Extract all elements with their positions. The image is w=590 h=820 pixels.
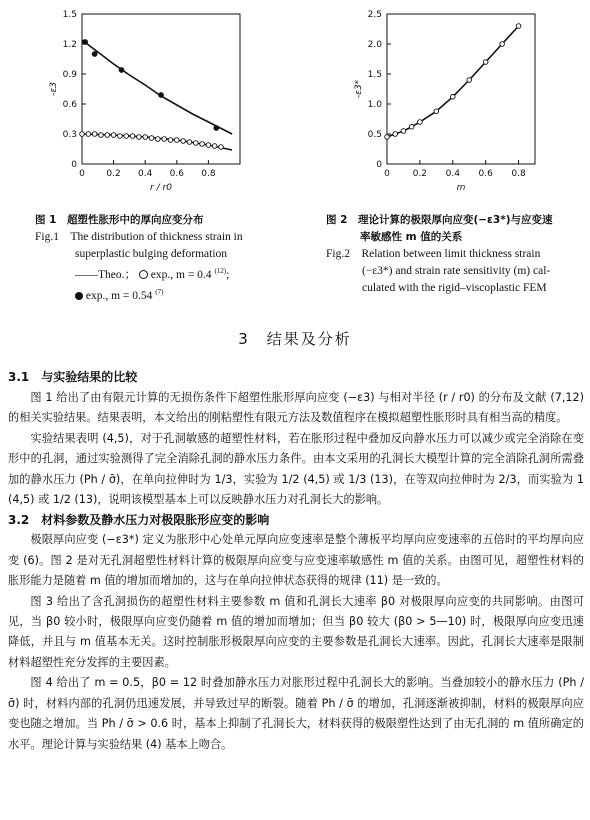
figure-2-caption-cn-1: 图 2 理论计算的极限厚向应变(−ε3*)与应变速 <box>326 214 553 226</box>
figure-1-caption-en-4 <box>35 284 305 305</box>
filled-circle-icon <box>75 292 83 300</box>
paragraph-3-1-1: 图 1 给出了由有限元计算的无损伤条件下超塑性胀形厚向应变 (−ε3) 与相对半径 (r / r0) 的分布及文献 (7,12) 的相关实验结果。结果表明，本文给出的刚粘塑性有限元方法及数值程序在模拟超塑性胀形时具有相当高的精度。 <box>8 391 584 425</box>
fig2-x-tick-label: 0.8 <box>511 169 526 179</box>
fig1-open-point <box>219 145 224 150</box>
figure-1-caption-en-2: superplastic bulging deformation <box>75 248 228 260</box>
figure-2-caption-cn-2: 率敏感性 m 值的关系 <box>360 231 463 243</box>
fig1-open-point <box>168 138 173 143</box>
figure-2-caption-en-2: (−ε3*) and strain rate sensitivity (m) cal- <box>362 265 551 277</box>
section-title: 3 结果及分析 <box>238 330 352 348</box>
fig1-open-point <box>149 136 154 141</box>
fig1-open-point <box>206 143 211 148</box>
fig2-open-point <box>516 24 521 29</box>
fig1-filled-point <box>214 126 219 131</box>
legend-exp-054: exp., m = 0.54 <box>85 289 153 302</box>
fig1-filled-point <box>92 52 97 57</box>
legend-exp-04-ref: (12) <box>214 267 227 275</box>
fig2-x-axis-label: m <box>456 183 466 193</box>
fig1-open-point <box>130 134 135 139</box>
fig1-open-point <box>86 132 91 137</box>
fig2-open-point <box>450 95 455 100</box>
fig1-y-tick-label: 0 <box>71 160 77 170</box>
fig1-x-tick-label: 0.4 <box>138 169 153 179</box>
fig1-x-tick-label: 0 <box>79 169 85 179</box>
fig1-filled-point <box>159 93 164 98</box>
fig1-filled-point <box>83 40 88 45</box>
fig2-x-tick-label: 0 <box>384 169 390 179</box>
fig1-y-tick-label: 0.9 <box>62 70 77 80</box>
fig2-open-point <box>467 78 472 83</box>
fig1-open-point <box>181 139 186 144</box>
fig2-y-tick-label: 1.0 <box>367 100 382 110</box>
fig1-x-tick-label: 0.2 <box>106 169 121 179</box>
fig1-open-point <box>92 132 97 137</box>
fig1-open-point <box>124 134 129 139</box>
fig1-open-point <box>212 144 217 149</box>
fig1-open-point <box>200 142 205 147</box>
fig1-y-tick-label: 0.6 <box>62 100 77 110</box>
paragraph-3-2-3: 图 4 给出了 m = 0.5，β0 = 12 时叠加静水压力对胀形过程中孔洞长大的影响。当叠加较小的静水压力 (Ph / σ̄) 时，材料内部的孔洞仍迅速发展，并导致过早的断裂。随着 Ph / σ̄ 的增加，孔洞逐渐被抑制，材料的极限厚向应变也随之增加。当 Ph / σ̄ > 0.6 时，基本上抑制了孔洞长大，材料获得的极限塑性达到了由无孔洞的 m 值所确定的水平。理论计算与实验结果 (4) 基本上吻合。 <box>8 676 584 751</box>
fig2-y-tick-label: 2.0 <box>367 40 382 50</box>
fig1-open-point <box>193 141 198 146</box>
figure-2-caption-en-1: Fig.2 Relation between limit thickness strain <box>326 248 541 260</box>
fig1-theory-curve <box>82 40 232 134</box>
fig2-open-point <box>434 109 439 114</box>
figure-2-caption <box>326 212 580 297</box>
fig2-y-tick-label: 0 <box>376 160 382 170</box>
fig1-y-axis-label: -ε3 <box>49 82 59 96</box>
fig1-y-tick-label: 1.5 <box>62 10 77 20</box>
figure-1-chart <box>40 0 250 200</box>
figure-1-caption-en-3: ——Theo.； exp., m = 0.4 $^{(12)}$; <box>75 267 230 281</box>
subsection-3-2-title: 3.2 材料参数及静水压力对极限胀形应变的影响 <box>8 513 270 528</box>
fig1-open-point <box>111 133 116 138</box>
figure-2-chart <box>345 0 545 200</box>
legend-theo: ——Theo.； <box>75 268 137 281</box>
fig1-y-tick-label: 0.3 <box>62 130 77 140</box>
fig1-open-point <box>99 133 104 138</box>
fig2-open-point <box>483 60 488 65</box>
fig2-open-point <box>401 129 406 134</box>
figure-1-caption <box>35 212 305 305</box>
figure-1-caption-en-1: Fig.1 The distribution of thickness strain in <box>35 231 243 243</box>
fig2-x-tick-label: 0.4 <box>445 169 460 179</box>
paragraph-3-2-1: 极限厚向应变 (−ε3*) 定义为胀形中心处单元厚向应变速率是整个薄板平均厚向应变速率的五倍时的平均厚向应变 (6)。图 2 是对无孔洞超塑性材料计算的极限厚向应变与应变速率敏感性 m 值的关系。由图可见，超塑性材料的胀形能力是随着 m 值的增加而增加的，这与在单向拉伸状态获得的规律 (11) 是一致的。 <box>8 533 584 588</box>
fig2-open-point <box>393 132 398 137</box>
fig1-x-axis-label: r / r0 <box>150 183 172 193</box>
subsection-3-1-title: 3.1 与实验结果的比较 <box>8 370 138 384</box>
fig2-y-axis-label: -ε3* <box>354 79 364 99</box>
fig1-open-point <box>105 133 110 138</box>
fig1-open-point <box>162 137 167 142</box>
fig1-open-point <box>156 137 161 142</box>
fig2-y-tick-label: 0.5 <box>367 130 382 140</box>
fig1-open-point <box>175 138 180 143</box>
body-text <box>8 368 584 755</box>
fig2-open-point <box>418 120 423 125</box>
fig2-open-point <box>409 125 414 130</box>
fig1-open-point <box>187 140 192 145</box>
fig1-plot-frame <box>82 14 240 164</box>
fig1-x-tick-label: 0.8 <box>201 169 216 179</box>
fig2-x-tick-label: 0.2 <box>412 169 428 179</box>
fig2-open-point <box>385 135 390 140</box>
fig2-open-point <box>500 42 505 47</box>
fig1-filled-point <box>119 68 124 73</box>
fig1-open-point <box>80 132 85 137</box>
fig1-open-point <box>137 135 142 140</box>
paragraph-3-2-2: 图 3 给出了含孔洞损伤的超塑性材料主要参数 m 值和孔洞长大速率 β0 对极限厚向应变的共同影响。由图可见，当 β0 较小时，极限厚向应变仍随着 m 值的增加而增加；但当 β0 较大 (β0 > 5—10) 时，极限厚向应变迅速降低，并且与 m 值基本无关。这时控制胀形极限厚向应变的主要参数是孔洞长大速率。因此，孔洞长大速率是限制材料超塑性充分发挥的主要因素。 <box>8 594 584 669</box>
fig1-open-point <box>143 135 148 140</box>
fig2-x-tick-label: 0.6 <box>478 169 493 179</box>
fig1-open-point <box>118 134 123 139</box>
fig1-y-tick-label: 1.2 <box>62 40 77 50</box>
fig2-y-tick-label: 1.5 <box>367 70 382 80</box>
legend-exp-054-ref: (7) <box>155 287 164 296</box>
paragraph-3-1-2: 实验结果表明 (4,5)，对于孔洞敏感的超塑性材料，若在胀形过程中叠加反向静水压力可以减少或完全消除在变形中的孔洞，通过实验测得了完全消除孔洞的静水压力条件。由本文采用的孔洞长大模型计算的完全消除孔洞所需叠加的静水压力 (Ph / σ̄)，在单向拉伸时为 1/3，实验为 1/2 (4,5) 或 1/3 (13)，在等双向拉伸时为 2/3，而实验为 1 (4,5) 或 1/2 (13)，说明该模型基本上可以反映静水压力对孔洞长大的影响。 <box>8 431 584 507</box>
fig1-x-tick-label: 0.6 <box>169 169 184 179</box>
figure-2-caption-en-3: culated with the rigid–viscoplastic FEM <box>362 282 547 294</box>
fig2-y-tick-label: 2.5 <box>367 10 382 20</box>
figure-1-caption-cn: 图 1 超塑性胀形中的厚向应变分布 <box>35 214 204 226</box>
open-circle-icon <box>139 270 148 279</box>
legend-exp-04: exp., m = 0.4 <box>150 268 212 281</box>
fig2-theory-curve <box>387 26 519 137</box>
